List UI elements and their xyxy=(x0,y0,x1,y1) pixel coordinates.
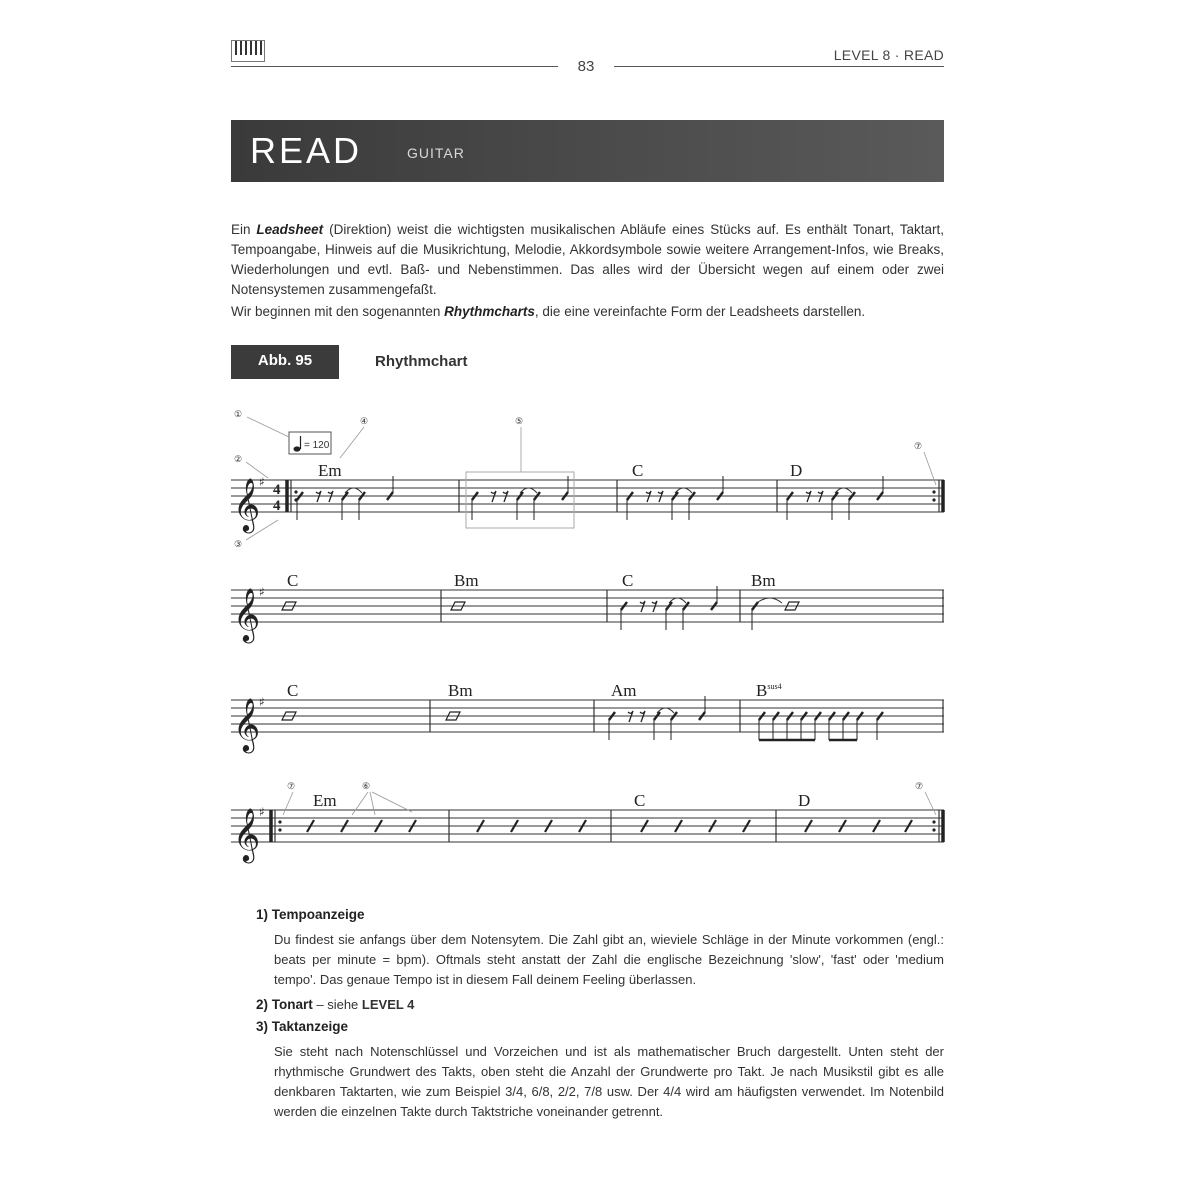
footnote-3-text: Sie steht nach Notenschlüssel und Vorzeichen und ist als mathematischer Bruch dargestellt. Unten steht der rhythmische Grundwert des Takts, oben steht die Anzahl der Grundwerte pro Takt. Je nach Musikstil gibt es alle denkbaren Taktarten, wie zum Beispiel 3/4, 6/8, 2/2, 7/8 usw. Der 4/4 wird am häufigsten verwendet. Im Notenbild werden die einzelnen Takte durch Taktstriche voneinander getrennt. xyxy=(274,1044,944,1119)
key-sharp-icon: ♯ xyxy=(259,475,265,489)
chord-symbol: Em xyxy=(318,461,342,480)
callout-4 xyxy=(340,416,368,458)
chord-symbol-bsus xyxy=(756,681,782,700)
callout-1 xyxy=(234,409,289,437)
chord-symbol: D xyxy=(798,791,811,810)
footnote-3-head: 3) Taktanzeige xyxy=(256,1019,349,1034)
footnote-2 xyxy=(256,995,414,1015)
footnote-2-lead: – siehe xyxy=(312,997,362,1012)
page-number: 83 xyxy=(577,58,595,75)
repeat-dot xyxy=(278,828,281,831)
callout-6-label: ⑥ xyxy=(362,781,371,791)
banner-subtitle: GUITAR xyxy=(407,145,465,161)
callout-2-label: ② xyxy=(234,454,243,464)
chord-symbol: D xyxy=(790,461,803,480)
callout-4-label: ④ xyxy=(360,416,369,426)
treble-clef-icon: 𝄞 xyxy=(233,807,261,861)
tempo-note-icon xyxy=(294,446,301,451)
treble-clef-icon: 𝄞 xyxy=(233,697,261,751)
callout-7b-label: ⑦ xyxy=(287,781,296,791)
footnote-2-head: 2) Tonart xyxy=(256,997,313,1012)
callout-6-leader-b xyxy=(370,792,375,815)
callout-7c-leader xyxy=(925,792,936,815)
chord-symbol: C xyxy=(287,571,299,590)
term-leadsheet: Leadsheet xyxy=(256,222,324,237)
footnote-1-text: Du findest sie anfangs über dem Notensytem. Die Zahl gibt an, wieviele Schläge in der Minute vorkommen (engl.: beats per minute = bpm). Oftmals steht anstatt der Zahl die englische Bezeichnung 'slow', 'fast' oder 'medium tempo'. Das genaue Tempo ist in diesem Fall deinem Feeling überlassen. xyxy=(274,932,944,987)
term-rhythmcharts: Rhythmcharts xyxy=(444,304,535,319)
banner-title: READ xyxy=(250,130,363,171)
chord-root: B xyxy=(756,681,768,700)
callout-6-leader-a xyxy=(352,792,368,815)
chord-symbol: Bm xyxy=(751,571,776,590)
chord-symbol: C xyxy=(287,681,299,700)
intro-p2-lead: Wir beginnen mit den sogenannten xyxy=(231,304,445,319)
callout-4-leader xyxy=(340,427,364,458)
repeat-dot xyxy=(278,820,281,823)
callout-2-leader xyxy=(246,462,268,478)
chord-symbol: C xyxy=(632,461,644,480)
treble-clef-icon: 𝄞 xyxy=(233,477,261,531)
key-sharp-icon: ♯ xyxy=(259,805,265,819)
intro-p1-rest: (Direktion) weist die wichtigsten musikalischen Abläufe eines Stücks auf. Es enthält Tonart, Taktart, Tempoangabe, Hinweis auf die Musikrichtung, Melodie, Akkordsymbole sowie weitere Arrangement-Infos, wie Breaks, Wiederholungen und evtl. Baß- und Nebenstimmen. Das alles wird der Übersicht wegen auf einem oder zwei Notensystemen zusammengefaßt. xyxy=(231,222,944,297)
repeat-dot xyxy=(932,498,935,501)
chord-symbol: C xyxy=(622,571,634,590)
key-sharp-icon: ♯ xyxy=(259,695,265,709)
callout-5 xyxy=(466,416,574,528)
figure-title: Rhythmchart xyxy=(375,353,468,370)
callout-3-label: ③ xyxy=(234,539,243,549)
intro-p2-rest: , die eine vereinfachte Form der Leadsheets darstellen. xyxy=(534,304,866,319)
callout-6-leader-c xyxy=(372,792,412,812)
key-sharp-icon: ♯ xyxy=(259,585,265,599)
chord-superscript: sus4 xyxy=(767,682,782,691)
chord-symbol: Bm xyxy=(448,681,473,700)
callout-2 xyxy=(234,454,268,478)
callout-7c-label: ⑦ xyxy=(915,781,924,791)
callout-1-leader xyxy=(247,417,289,437)
callout-7-row1 xyxy=(914,441,936,485)
treble-clef-icon: 𝄞 xyxy=(233,587,261,641)
callout-7-label: ⑦ xyxy=(914,441,923,451)
tie xyxy=(757,598,782,603)
callout-5-label: ⑤ xyxy=(515,416,524,426)
repeat-dot xyxy=(932,828,935,831)
repeat-dot xyxy=(294,490,297,493)
time-signature-top: 4 xyxy=(273,482,281,498)
repeat-dot xyxy=(932,490,935,493)
repeat-dot xyxy=(932,820,935,823)
footnote-1-head: 1) Tempoanzeige xyxy=(256,907,365,922)
callout-7b-leader xyxy=(283,792,293,815)
chord-symbol: Bm xyxy=(454,571,479,590)
figure-label: Abb. 95 xyxy=(257,352,313,369)
callout-1-label: ① xyxy=(234,409,243,419)
chord-symbol: C xyxy=(634,791,646,810)
staves xyxy=(231,480,944,842)
tempo-value: = 120 xyxy=(304,440,330,451)
chord-symbol: Am xyxy=(611,681,637,700)
time-signature-bottom: 4 xyxy=(273,498,281,514)
footnote-2-ref: LEVEL 4 xyxy=(361,997,415,1012)
intro-p1-lead: Ein xyxy=(231,222,257,237)
chord-symbol: Em xyxy=(313,791,337,810)
running-head: LEVEL 8 · READ xyxy=(833,47,944,63)
